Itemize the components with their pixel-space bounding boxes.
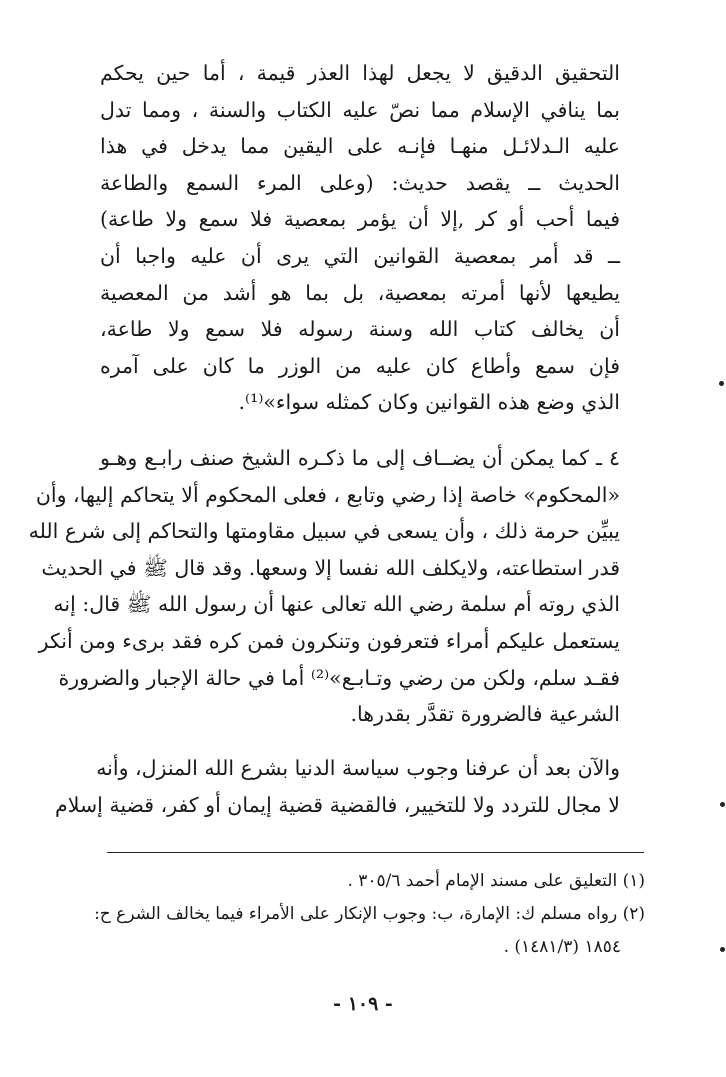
scan-edge-mark xyxy=(720,802,725,807)
text-line: لا مجال للتردد ولا للتخيير، فالقضية قضية إيمان أو كفر، قضية إسلام xyxy=(55,792,620,817)
text-line: بما ينافي الإسلام مما نصّ عليه الكتاب والسنة ، ومما تدل xyxy=(100,97,620,122)
text-line: التحقيق الدقيق لا يجعل لهذا العذر قيمة ، أما حين يحكم xyxy=(100,61,620,85)
text-line: الشرعية فالضرورة تقدَّر بقدرها. xyxy=(350,702,620,727)
text-line: يستعمل عليكم أمراء فتعرفون وتنكرون فمن كره فقد برىء ومن أنكر xyxy=(38,628,620,653)
text-line: عليه الـدلائـل منهـا فإنـه على اليقين مما يدخل في هذا xyxy=(100,134,620,159)
text-line: ٤ ـ كما يمكن أن يضــاف إلى ما ذكـره الشيخ صنف رابـع وهـو xyxy=(100,446,620,470)
text-line: يبيِّن حرمة ذلك ، وأن يسعى في سبيل مقاومتها والتحاكم إلى شرع الله xyxy=(28,519,620,544)
footnotes xyxy=(94,865,645,964)
text-line: الحديث ــ يقصد حديث: (وعلى المرء السمع والطاعة xyxy=(100,170,620,195)
text-line: الذي روته أم سلمة رضي الله تعالى عنها أن رسول الله ﷺ قال: إنه xyxy=(53,592,620,617)
text-line: ــ قد أمر بمعصية القوانين التي يرى أن عليه واجبا أن xyxy=(100,243,620,268)
text-line: يطيعها لأنها أمرته بمعصية، بل بما هو أشد من المعصية xyxy=(100,280,620,305)
paragraph-3 xyxy=(55,750,620,823)
footnote-2-continuation: ١٨٥٤ (١٤٨١/٣) . xyxy=(503,937,621,957)
text-line: فإن سمع وأطاع كان عليه من الوزر ما كان على آمره xyxy=(100,353,620,378)
text-line: فيما أحب أو كر ,إلا أن يؤمر بمعصية فلا سمع ولا طاعة) xyxy=(100,207,620,232)
text-line: والآن بعد أن عرفنا وجوب سياسة الدنيا بشرع الله المنزل، وأنه xyxy=(96,756,620,780)
footnote-2: (٢) رواه مسلم ك: الإمارة، ب: وجوب الإنكار على الأمراء فيما يخالف الشرع ح: xyxy=(94,904,645,924)
text-line: أن يخالف كتاب الله وسنة رسوله فلا سمع ولا طاعة، xyxy=(100,317,620,342)
footnote-separator xyxy=(107,852,644,853)
paragraph-1 xyxy=(100,55,620,421)
footnote-1: (١) التعليق على مسند الإمام أحمد ٣٠٥/٦ . xyxy=(347,871,645,891)
text-line: «المحكوم» خاصة إذا رضي وتابع ، فعلى المحكوم ألا يتحاكم إليها، وأن xyxy=(35,482,620,507)
text-line: الذي وضع هذه القوانين وكان كمثله سواء»⁽¹⁾. xyxy=(238,390,620,415)
text-line: فقـد سلم، ولكن من رضي وتـابـع»⁽²⁾ أما في حالة الإجبار والضرورة xyxy=(58,665,620,690)
scan-edge-mark xyxy=(720,947,725,952)
text-line: قدر استطاعته، ولايكلف الله نفسا إلا وسعها. وقد قال ﷺ في الحديث xyxy=(41,555,620,580)
page-number: - ١٠٩ - xyxy=(333,993,393,1015)
paragraph-2 xyxy=(28,440,620,733)
scan-edge-mark xyxy=(719,381,724,386)
